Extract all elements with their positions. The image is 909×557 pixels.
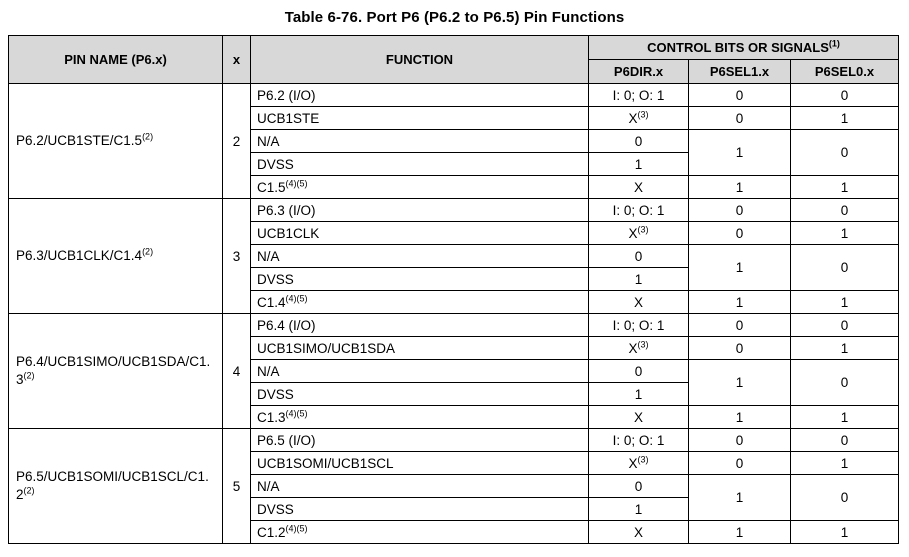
p6sel0-cell: 1 — [791, 176, 899, 199]
function-cell: P6.2 (I/O) — [251, 84, 589, 107]
function-cell — [251, 521, 589, 544]
p6sel0-cell: 1 — [791, 337, 899, 360]
p6dir-cell — [589, 107, 689, 130]
p6sel1-cell: 0 — [689, 314, 791, 337]
p6dir-value: X — [628, 110, 638, 126]
function-cell: P6.4 (I/O) — [251, 314, 589, 337]
function-cell: N/A — [251, 475, 589, 498]
p6sel1-cell: 0 — [689, 429, 791, 452]
function-cell: N/A — [251, 245, 589, 268]
p6dir-cell: X — [589, 521, 689, 544]
p6dir-cell: I: 0; O: 1 — [589, 314, 689, 337]
p6sel0-cell: 1 — [791, 291, 899, 314]
p6dir-value: X — [628, 225, 638, 241]
footnote-ref-3: (3) — [637, 339, 649, 349]
footnote-ref-1: (1) — [828, 38, 840, 49]
pin-group-p6-2 — [9, 84, 899, 199]
pin-name-cell — [9, 199, 223, 314]
p6sel1-cell: 1 — [689, 176, 791, 199]
p6dir-value: X — [628, 340, 638, 356]
footnote-ref-2: (2) — [23, 485, 35, 496]
col-header-control-bits — [589, 36, 899, 60]
function-cell: UCB1SOMI/UCB1SCL — [251, 452, 589, 475]
function-cell — [251, 406, 589, 429]
function-cell: P6.5 (I/O) — [251, 429, 589, 452]
function-text: C1.2 — [257, 524, 286, 540]
function-text: C1.5 — [257, 179, 286, 195]
footnote-ref-2: (2) — [142, 246, 154, 257]
p6sel1-cell: 0 — [689, 452, 791, 475]
p6sel0-cell: 0 — [791, 199, 899, 222]
table-row — [9, 314, 899, 337]
function-cell — [251, 176, 589, 199]
pin-name-cell — [9, 429, 223, 544]
p6dir-cell: I: 0; O: 1 — [589, 84, 689, 107]
table-row — [9, 199, 899, 222]
function-text: C1.3 — [257, 409, 286, 425]
p6sel1-cell: 1 — [689, 245, 791, 291]
p6dir-cell: 1 — [589, 153, 689, 176]
p6sel1-cell: 1 — [689, 130, 791, 176]
control-bits-label: CONTROL BITS OR SIGNALS — [647, 40, 829, 55]
table-header — [9, 36, 899, 84]
pin-group-p6-5 — [9, 429, 899, 544]
col-header-p6dir: P6DIR.x — [589, 60, 689, 84]
p6sel1-cell: 0 — [689, 337, 791, 360]
p6sel0-cell: 1 — [791, 107, 899, 130]
p6sel0-cell: 0 — [791, 360, 899, 406]
p6sel1-cell: 0 — [689, 199, 791, 222]
table-row — [9, 84, 899, 107]
col-header-pin-name: PIN NAME (P6.x) — [9, 36, 223, 84]
p6dir-cell — [589, 337, 689, 360]
p6dir-cell: 0 — [589, 245, 689, 268]
pin-name-text: P6.2/UCB1STE/C1.5 — [16, 133, 143, 149]
p6sel0-cell: 0 — [791, 314, 899, 337]
p6dir-cell: 0 — [589, 475, 689, 498]
function-text: C1.4 — [257, 294, 286, 310]
p6dir-cell: 0 — [589, 360, 689, 383]
footnote-ref-3: (3) — [637, 224, 649, 234]
function-cell: UCB1SIMO/UCB1SDA — [251, 337, 589, 360]
p6sel1-cell: 0 — [689, 107, 791, 130]
p6dir-cell: I: 0; O: 1 — [589, 199, 689, 222]
function-cell: UCB1CLK — [251, 222, 589, 245]
footnote-ref-45: (4)(5) — [285, 408, 308, 418]
p6sel1-cell: 1 — [689, 360, 791, 406]
pin-name-cell — [9, 84, 223, 199]
col-header-function: FUNCTION — [251, 36, 589, 84]
p6sel0-cell: 0 — [791, 130, 899, 176]
p6sel1-cell: 1 — [689, 406, 791, 429]
col-header-p6sel1: P6SEL1.x — [689, 60, 791, 84]
p6sel0-cell: 1 — [791, 452, 899, 475]
footnote-ref-45: (4)(5) — [285, 523, 308, 533]
footnote-ref-3: (3) — [637, 454, 649, 464]
pin-index-cell: 5 — [223, 429, 251, 544]
col-header-p6sel0: P6SEL0.x — [791, 60, 899, 84]
p6dir-cell: X — [589, 176, 689, 199]
footnote-ref-3: (3) — [637, 109, 649, 119]
p6sel1-cell: 1 — [689, 475, 791, 521]
footnote-ref-45: (4)(5) — [285, 293, 308, 303]
pin-name-text: P6.4/UCB1SIMO/UCB1SDA/C1.3 — [16, 354, 211, 387]
pin-name-text: P6.3/UCB1CLK/C1.4 — [16, 248, 143, 264]
function-cell — [251, 291, 589, 314]
p6dir-cell — [589, 222, 689, 245]
p6dir-cell: 0 — [589, 130, 689, 153]
p6sel1-cell: 1 — [689, 291, 791, 314]
p6sel0-cell: 0 — [791, 429, 899, 452]
function-cell: DVSS — [251, 153, 589, 176]
p6dir-cell: 1 — [589, 383, 689, 406]
function-cell: UCB1STE — [251, 107, 589, 130]
p6sel0-cell: 1 — [791, 406, 899, 429]
p6dir-cell: 1 — [589, 268, 689, 291]
table-row — [9, 429, 899, 452]
footnote-ref-2: (2) — [142, 131, 154, 142]
function-cell: N/A — [251, 360, 589, 383]
p6dir-cell — [589, 452, 689, 475]
pin-functions-table — [8, 35, 899, 544]
p6sel0-cell: 0 — [791, 84, 899, 107]
footnote-ref-2: (2) — [23, 370, 35, 381]
pin-index-cell: 3 — [223, 199, 251, 314]
header-row-top — [9, 36, 899, 60]
function-cell: DVSS — [251, 498, 589, 521]
p6sel1-cell: 0 — [689, 222, 791, 245]
function-cell: N/A — [251, 130, 589, 153]
p6dir-cell: X — [589, 291, 689, 314]
p6dir-cell: X — [589, 406, 689, 429]
pin-name-cell — [9, 314, 223, 429]
p6sel0-cell: 0 — [791, 475, 899, 521]
footnote-ref-45: (4)(5) — [285, 178, 308, 188]
p6sel0-cell: 1 — [791, 521, 899, 544]
p6dir-cell: I: 0; O: 1 — [589, 429, 689, 452]
pin-name-text: P6.5/UCB1SOMI/UCB1SCL/C1.2 — [16, 469, 209, 502]
function-cell: DVSS — [251, 268, 589, 291]
p6sel0-cell: 1 — [791, 222, 899, 245]
pin-group-p6-3 — [9, 199, 899, 314]
function-cell: P6.3 (I/O) — [251, 199, 589, 222]
pin-index-cell: 4 — [223, 314, 251, 429]
function-cell: DVSS — [251, 383, 589, 406]
p6sel1-cell: 1 — [689, 521, 791, 544]
table-title: Table 6-76. Port P6 (P6.2 to P6.5) Pin Functions — [284, 9, 625, 26]
col-header-x: x — [223, 36, 251, 84]
p6dir-value: X — [628, 455, 638, 471]
pin-group-p6-4 — [9, 314, 899, 429]
p6dir-cell: 1 — [589, 498, 689, 521]
pin-index-cell: 2 — [223, 84, 251, 199]
p6sel0-cell: 0 — [791, 245, 899, 291]
p6sel1-cell: 0 — [689, 84, 791, 107]
